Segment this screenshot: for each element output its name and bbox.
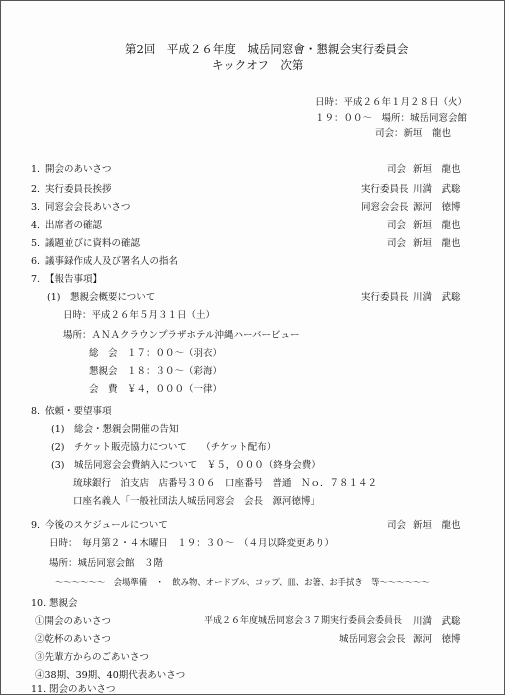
meeting-time-place: １９：００～ 場所：城岳同窓会館	[315, 113, 468, 124]
agenda-num: 3.	[31, 202, 41, 213]
agenda-item: 実行委員長挨拶	[45, 184, 112, 195]
agenda-person: 新垣 龍也	[413, 238, 461, 249]
section-title: 依頼・要望事項	[45, 406, 112, 417]
agenda-role: 同窓会会長	[361, 202, 409, 213]
schedule-tasks: ～～～～～～ 会場準備 ・ 飲み物、オードブル、コップ、皿、お箸、お手拭き 等～～～～～～	[55, 577, 430, 587]
request-item: (1) 総会・懇親会開催の告知	[51, 424, 179, 435]
party-item: ③先輩方からのごあいさつ	[35, 652, 150, 663]
agenda-item: 同窓会会長あいさつ	[45, 202, 131, 213]
section-num: 9.	[31, 520, 41, 531]
meeting-chair: 司会：新垣 龍也	[375, 128, 452, 139]
event-party: 懇親会 １８：３０～（彩海）	[89, 366, 223, 377]
account-holder: 口座名義人「一般社団法人城岳同窓会 会長 源河徳博」	[73, 496, 321, 507]
party-role: 平成２６年度城岳同窓会３７期実行委員会委員長	[204, 616, 403, 626]
party-role: 城岳同窓会会長	[339, 634, 406, 645]
schedule-person: 新垣 龍也	[413, 520, 461, 531]
report-item: (1) 懇親会概要について	[47, 292, 156, 303]
document-title: 第2回 平成２６年度 城岳同窓會・懇親会実行委員会	[125, 42, 409, 56]
event-general-meeting: 総 会 １７：００～（羽衣）	[89, 348, 223, 359]
section-title: 【報告事項】	[45, 274, 103, 285]
agenda-person: 川満 武聡	[413, 184, 461, 195]
agenda-role: 司会	[387, 164, 407, 175]
section-num: 8.	[31, 406, 41, 417]
section-title: 今後のスケジュールについて	[45, 520, 168, 531]
agenda-num: 6.	[31, 256, 41, 267]
agenda-num: 5.	[31, 238, 41, 249]
party-item: ②乾杯のあいさつ	[35, 634, 112, 645]
agenda-person: 源河 徳博	[413, 202, 461, 213]
section-title: 懇親会	[49, 598, 78, 609]
event-fee: 会 費 ￥４，０００（一律）	[89, 384, 223, 395]
section-num: 7.	[31, 274, 41, 285]
event-place: 場所：ＡＮＡクラウンプラザホテル沖縄ハーバービュー	[63, 330, 300, 341]
agenda-person: 新垣 龍也	[413, 220, 461, 231]
party-person: 源河 徳博	[413, 634, 461, 645]
agenda-person: 新垣 龍也	[413, 164, 461, 175]
agenda-item: 議題並びに資料の確認	[45, 238, 141, 249]
schedule-place: 場所：城岳同窓会館 ３階	[49, 558, 164, 569]
agenda-role: 司会	[387, 220, 407, 231]
agenda-num: 1.	[31, 164, 41, 175]
report-person: 川満 武聡	[413, 292, 461, 303]
agenda-item: 議事録作成人及び署名人の指名	[45, 256, 179, 267]
meeting-date: 日時：平成２６年１月２８日（火）	[315, 97, 468, 108]
event-date: 日時：平成２６年５月３１日（土）	[63, 310, 216, 321]
agenda-item: 出席者の確認	[45, 220, 103, 231]
schedule-time: 日時： 毎月第２・４木曜日 １９：３０～ （４月以降変更あり）	[49, 538, 335, 549]
agenda-role: 司会	[387, 238, 407, 249]
bank-account: 琉球銀行 泊支店 店番号３０６ 口座番号 普通 Ｎｏ．７８１４２	[73, 478, 378, 489]
agenda-role: 実行委員長	[361, 184, 409, 195]
request-item: (3) 城岳同窓会会費納入について ￥５，０００（終身会費）	[51, 460, 321, 471]
party-item: ①開会のあいさつ	[35, 616, 112, 627]
agenda-num: 2.	[31, 184, 41, 195]
agenda-num: 4.	[31, 220, 41, 231]
agenda-item: 開会のあいさつ	[45, 164, 112, 175]
section-title: 閉会のあいさつ	[49, 684, 116, 695]
report-role: 実行委員長	[361, 292, 409, 303]
request-item: (2) チケット販売協力について （チケット配布）	[51, 442, 277, 453]
section-num: 10.	[31, 598, 47, 609]
party-item: ④38期、39期、40期代表あいさつ	[35, 670, 186, 681]
section-num: 11.	[31, 684, 47, 695]
party-person: 川満 武聡	[413, 616, 461, 627]
schedule-role: 司会	[387, 520, 407, 531]
document-subtitle: キックオフ 次第	[212, 58, 304, 72]
